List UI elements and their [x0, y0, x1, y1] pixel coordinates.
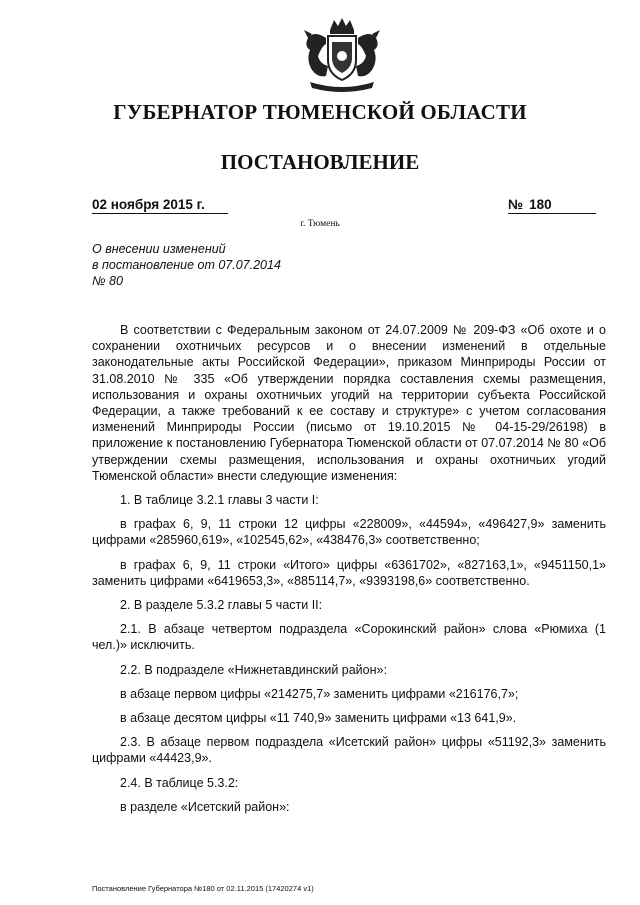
document-date: 02 ноября 2015 г. [92, 197, 228, 214]
document-subject [92, 241, 332, 289]
paragraph-item: 2.2. В подразделе «Нижнетавдинский район»: [120, 662, 387, 677]
issuer-title: ГУБЕРНАТОР ТЮМЕНСКОЙ ОБЛАСТИ [113, 100, 527, 124]
document-body [92, 322, 606, 815]
paragraph-item: 2.4. В таблице 5.3.2: [120, 775, 239, 790]
document-type: ПОСТАНОВЛЕНИЕ [220, 150, 420, 174]
paragraph-preamble: В соответствии с Федеральным законом от 24.07.2009 № 209-ФЗ «Об охоте и о сохранении охотничьих ресурсов и о внесении изменений в отдельные законодательные акты Российской Федерации», приказом Минприроды России от 31.08.2010 № 335 «Об утверждении порядка составления схемы размещения, использования и охраны охотничьих угодий на территории субъекта Российской Федерации, а также требований к ее составу и структуре» с учетом согласования изменений Минприроды России (письмо от 19.10.2015 № 04-15-29/26198) в приложение к постановлению Губернатора Тюменской области от 07.07.2014 № 80 «Об утверждении схемы размещения, использования и охраны охотничьих угодий Тюменской области» внести следующие изменения: [92, 323, 606, 483]
paragraph-item: 2. В разделе 5.3.2 главы 5 части II: [120, 598, 323, 613]
paragraph-item: в абзаце первом цифры «214275,7» заменить цифрами «216176,7»; [120, 686, 519, 701]
document-number [508, 197, 596, 214]
subject-line: О внесении изменений [92, 242, 226, 256]
number-label: № [508, 197, 524, 212]
paragraph-item: в графах 6, 9, 11 строки 12 цифры «228009», «44594», «496427,9» заменить цифрами «285960,619», «102545,62», «438476,3» соответственно; [92, 517, 606, 548]
coat-of-arms-icon [292, 16, 392, 94]
paragraph-item: в разделе «Исетский район»: [120, 799, 290, 814]
paragraph-item: 2.1. В абзаце четвертом подраздела «Сорокинский район» слова «Рюмиха (1 чел.)» исключить. [92, 622, 606, 653]
paragraph-item: 2.3. В абзаце первом подраздела «Исетский район» цифры «51192,3» заменить цифрами «44423,9». [92, 735, 606, 766]
number-value: 180 [529, 197, 552, 212]
document-footer: Постановление Губернатора №180 от 02.11.2015 (17420274 v1) [92, 884, 314, 893]
subject-line: № 80 [92, 274, 123, 288]
paragraph-item: в графах 6, 9, 11 строки «Итого» цифры «6361702», «827163,1», «9451150,1» заменить цифрами «6419653,3», «885114,7», «9393198,6» соответственно. [92, 557, 606, 588]
subject-line: в постановление от 07.07.2014 [92, 258, 281, 272]
paragraph-item: в абзаце десятом цифры «11 740,9» заменить цифрами «13 641,9». [120, 711, 517, 726]
document-city: г. Тюмень [300, 219, 340, 229]
paragraph-item: 1. В таблице 3.2.1 главы 3 части I: [120, 493, 319, 508]
